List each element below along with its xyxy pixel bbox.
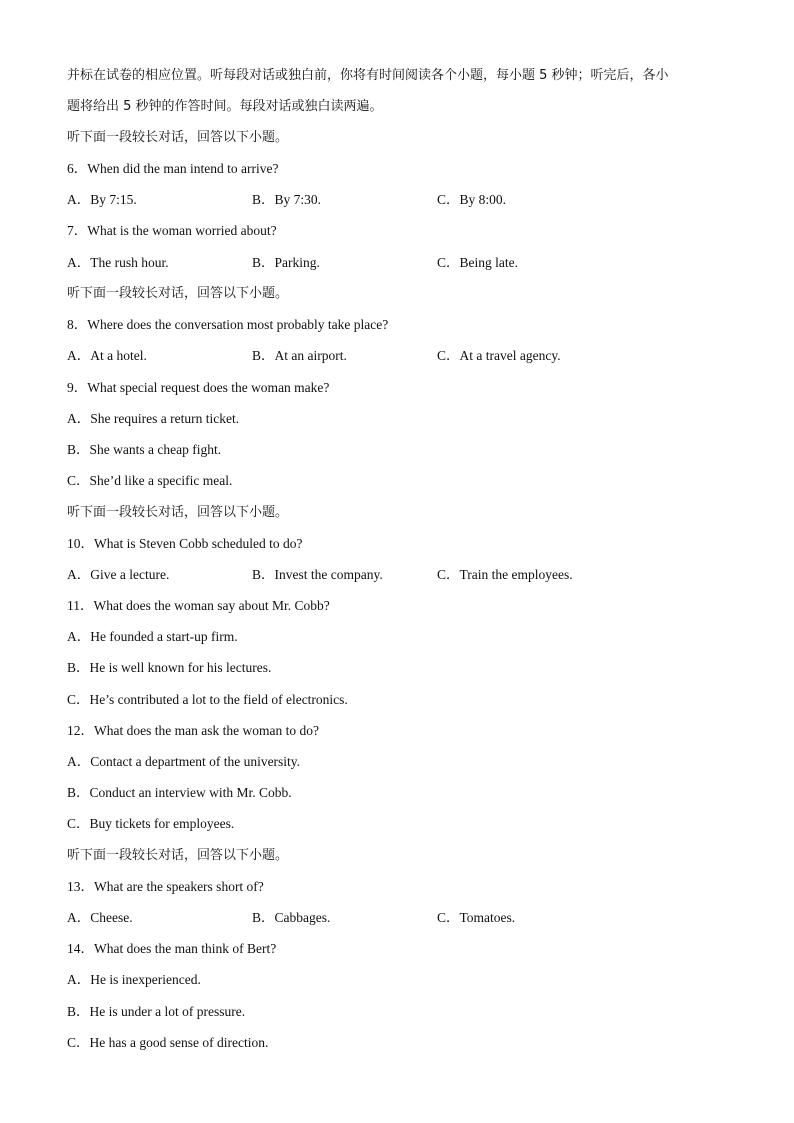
question-14-stem: 14．What does the man think of Bert? bbox=[67, 941, 277, 956]
question-12-option-b: B．Conduct an interview with Mr. Cobb. bbox=[67, 785, 292, 800]
question-9-option-c: C．She’d like a specific meal. bbox=[67, 473, 233, 488]
section-instruction: 听下面一段较长对话，回答以下小题。 bbox=[67, 505, 289, 520]
question-7-option-a: A．The rush hour. bbox=[67, 255, 169, 270]
question-6-option-a: A．By 7:15. bbox=[67, 192, 137, 207]
question-14-option-c: C．He has a good sense of direction. bbox=[67, 1035, 269, 1050]
question-7-option-b: B．Parking. bbox=[252, 255, 320, 270]
question-8-option-a: A．At a hotel. bbox=[67, 348, 147, 363]
question-7-option-c: C．Being late. bbox=[437, 255, 518, 270]
question-8-options bbox=[67, 347, 727, 365]
section-instruction: 听下面一段较长对话，回答以下小题。 bbox=[67, 848, 289, 863]
question-9-option-b: B．She wants a cheap fight. bbox=[67, 442, 222, 457]
question-6-option-c: C．By 8:00. bbox=[437, 192, 507, 207]
question-10-stem: 10．What is Steven Cobb scheduled to do? bbox=[67, 536, 303, 551]
section-instruction: 听下面一段较长对话，回答以下小题。 bbox=[67, 286, 289, 301]
question-11-option-c: C．He’s contributed a lot to the field of electronics. bbox=[67, 692, 348, 707]
section-instruction: 听下面一段较长对话，回答以下小题。 bbox=[67, 130, 289, 145]
question-12-stem: 12．What does the man ask the woman to do? bbox=[67, 723, 319, 738]
question-13-option-c: C．Tomatoes. bbox=[437, 910, 516, 925]
question-6-stem: 6．When did the man intend to arrive? bbox=[67, 161, 279, 176]
question-9-option-a: A．She requires a return ticket. bbox=[67, 411, 240, 426]
question-8-stem: 8．Where does the conversation most probably take place? bbox=[67, 317, 389, 332]
question-11-stem: 11．What does the woman say about Mr. Cobb? bbox=[67, 598, 330, 613]
question-10-option-b: B．Invest the company. bbox=[252, 567, 383, 582]
intro-line-1: 并标在试卷的相应位置。听每段对话或独白前，你将有时间阅读各个小题，每小题 5 秒钟；听完后，各小 bbox=[67, 68, 669, 83]
question-12-option-a: A．Contact a department of the university. bbox=[67, 754, 301, 769]
question-14-option-b: B．He is under a lot of pressure. bbox=[67, 1004, 246, 1019]
question-13-options bbox=[67, 909, 727, 927]
question-6-option-b: B．By 7:30. bbox=[252, 192, 322, 207]
question-10-options bbox=[67, 566, 727, 584]
question-8-option-b: B．At an airport. bbox=[252, 348, 347, 363]
question-12-option-c: C．Buy tickets for employees. bbox=[67, 816, 235, 831]
question-13-option-a: A．Cheese. bbox=[67, 910, 133, 925]
question-7-stem: 7．What is the woman worried about? bbox=[67, 223, 277, 238]
question-10-option-c: C．Train the employees. bbox=[437, 567, 573, 582]
question-13-stem: 13．What are the speakers short of? bbox=[67, 879, 264, 894]
question-11-option-a: A．He founded a start-up firm. bbox=[67, 629, 238, 644]
question-14-option-a: A．He is inexperienced. bbox=[67, 972, 201, 987]
question-8-option-c: C．At a travel agency. bbox=[437, 348, 561, 363]
question-10-option-a: A．Give a lecture. bbox=[67, 567, 170, 582]
question-11-option-b: B．He is well known for his lectures. bbox=[67, 660, 272, 675]
question-7-options bbox=[67, 254, 727, 272]
question-9-stem: 9．What special request does the woman make? bbox=[67, 380, 330, 395]
question-6-options bbox=[67, 191, 727, 209]
question-13-option-b: B．Cabbages. bbox=[252, 910, 331, 925]
intro-line-2: 题将给出 5 秒钟的作答时间。每段对话或独白读两遍。 bbox=[67, 99, 383, 114]
